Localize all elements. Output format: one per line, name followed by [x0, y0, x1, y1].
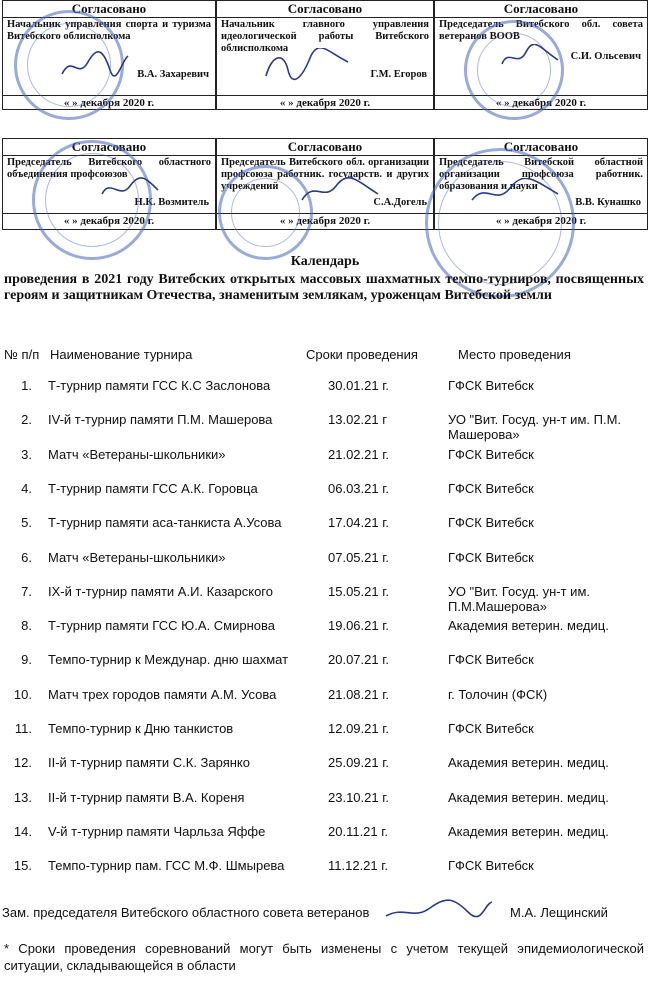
approval-date: « » декабря 2020 г.: [217, 213, 433, 228]
row-num: 13.: [13, 789, 32, 805]
row-name: II-й т-турнир памяти В.А. Кореня: [48, 789, 245, 805]
row-num: 6.: [21, 549, 32, 565]
row-date: 20.07.21 г.: [328, 652, 389, 668]
row-place: ГФСК Витебск: [448, 446, 534, 462]
row-num: 4.: [21, 480, 32, 496]
approval-position: Председатель Витебского обл. организации профсоюза работник. государств. и других учреждений: [221, 157, 429, 192]
table-row: [0, 652, 650, 682]
row-date: 19.06.21 г.: [328, 618, 389, 634]
approval-name: Г.М. Егоров: [370, 69, 427, 80]
row-place: г. Толочин (ФСК): [448, 686, 548, 702]
approval-name: С.А.Догель: [373, 197, 427, 208]
row-date: 15.05.21 г.: [328, 583, 389, 599]
calendar-subtitle: проведения в 2021 году Витебских открытых массовых шахматных темпо-турниров, посвященных героям и защитникам Отечества, знаменитым землякам, уроженцам Витебской земли: [4, 272, 644, 303]
approval-position: Начальник управления спорта и туризма Витебского облисполкома: [7, 19, 211, 42]
row-num: 14.: [13, 823, 32, 839]
official-stamp: [218, 165, 313, 260]
approval-position: Председатель Витебского обл. совета ветеранов ВООВ: [439, 19, 643, 42]
row-num: 1.: [21, 378, 32, 393]
row-place: ГФСК Витебск: [448, 652, 534, 668]
row-place: УО "Вит. Госуд. ун-т им. П.М. Машерова»: [448, 412, 622, 443]
header-date: Сроки проведения: [306, 347, 418, 362]
row-name: Матч трех городов памяти А.М. Усова: [48, 686, 277, 702]
row-name: IX-й т-турнир памяти А.И. Казарского: [48, 583, 273, 599]
signer-name: М.А. Лещинский: [510, 905, 608, 920]
approval-date: « » декабря 2020 г.: [3, 95, 215, 110]
row-name: IV-й т-турнир памяти П.М. Машерова: [48, 412, 273, 428]
row-date: 21.08.21 г.: [328, 686, 389, 702]
signature-icon: [384, 894, 494, 924]
calendar-title: Календарь: [290, 254, 360, 269]
row-date: 20.11.21 г.: [328, 823, 389, 839]
row-date: 23.10.21 г.: [328, 789, 389, 805]
row-num: 15.: [13, 858, 32, 874]
row-date: 30.01.21 г.: [328, 378, 389, 393]
row-date: 25.09.21 г.: [328, 755, 389, 771]
row-name: Т-турнир памяти ГСС А.К. Горовца: [48, 480, 258, 496]
approval-title: Согласовано: [3, 1, 215, 18]
table-row: [0, 687, 650, 717]
row-place: ГФСК Витебск: [448, 480, 534, 496]
approval-title: Согласовано: [217, 139, 433, 156]
row-place: Академия ветерин. медиц.: [448, 823, 609, 839]
header-name: Наименование турнира: [50, 347, 193, 362]
approval-title: Согласовано: [217, 1, 433, 18]
row-num: 12.: [13, 755, 32, 771]
row-date: 07.05.21 г.: [328, 549, 389, 565]
row-num: 5.: [21, 515, 32, 531]
table-row: [0, 755, 650, 785]
row-name: V-й т-турнир памяти Чарльза Яффе: [48, 823, 266, 839]
row-date: 11.12.21 г.: [328, 858, 389, 874]
row-place: УО "Вит. Госуд. ун-т им. П.М.Машерова»: [448, 583, 590, 614]
table-row: [0, 721, 650, 751]
signature-icon: [470, 178, 560, 208]
table-row: [0, 481, 650, 511]
row-date: 06.03.21 г.: [328, 480, 389, 496]
row-place: ГФСК Витебск: [448, 378, 534, 393]
row-date: 13.02.21 г: [328, 412, 387, 428]
row-num: 11.: [14, 721, 32, 736]
approval-position: Начальник главного управления идеологической работы Витебского облисполкома: [221, 19, 429, 54]
approval-name: С.И. Ольсевич: [570, 51, 641, 62]
row-date: 21.02.21 г.: [328, 446, 389, 462]
approval-date: « » декабря 2020 г.: [3, 213, 215, 228]
approval-position: Председатель Витебского областного объединения профсоюзов: [7, 157, 211, 180]
approval-date: « » декабря 2020 г.: [435, 95, 647, 110]
table-row: [0, 824, 650, 854]
table-row: [0, 515, 650, 545]
signature-icon: [300, 176, 380, 206]
header-place: Место проведения: [458, 347, 571, 362]
table-row: [0, 412, 650, 442]
row-name: Т-турнир памяти ГСС К.С Заслонова: [48, 378, 271, 393]
table-row: [0, 790, 650, 820]
row-place: Академия ветерин. медиц.: [448, 618, 609, 634]
row-num: 9.: [21, 652, 32, 668]
approval-date: « » декабря 2020 г.: [435, 213, 647, 228]
row-name: Матч «Ветераны-школьники»: [48, 446, 226, 462]
table-row: [0, 378, 650, 408]
official-stamp: [464, 20, 564, 120]
approval-title: Согласовано: [3, 139, 215, 156]
header-num: № п/п: [4, 347, 40, 362]
row-num: 3.: [21, 446, 32, 462]
signature-icon: [60, 50, 130, 80]
row-date: 12.09.21 г.: [328, 721, 389, 736]
approval-position: Председатель Витебской областной организации профсоюза работник. образования и науки: [439, 157, 643, 192]
row-date: 17.04.21 г.: [328, 515, 389, 531]
row-name: Темпо-турнир к Дню танкистов: [48, 721, 234, 736]
footnote: * Сроки проведения соревнований могут быть изменены с учетом текущей эпидемиологической ситуации, складывающейся в области: [4, 941, 644, 973]
table-row: [0, 447, 650, 477]
row-place: ГФСК Витебск: [448, 858, 534, 874]
row-num: 10.: [13, 686, 32, 702]
row-place: Академия ветерин. медиц.: [448, 755, 609, 771]
approval-name: Н.К. Возмитель: [134, 197, 209, 208]
table-row: [0, 618, 650, 648]
row-place: Академия ветерин. медиц.: [448, 789, 609, 805]
row-name: II-й т-турнир памяти С.К. Зарянко: [48, 755, 250, 771]
row-place: ГФСК Витебск: [448, 549, 534, 565]
table-row: [0, 584, 650, 614]
approval-title: Согласовано: [435, 1, 647, 18]
row-num: 2.: [21, 412, 32, 428]
row-name: Т-турнир памяти аса-танкиста А.Усова: [48, 515, 282, 531]
table-row: [0, 550, 650, 580]
approval-title: Согласовано: [435, 139, 647, 156]
row-num: 7.: [21, 583, 32, 599]
row-num: 8.: [21, 618, 32, 634]
signature-icon: [500, 44, 560, 70]
row-name: Темпо-турнир к Междунар. дню шахмат: [48, 652, 289, 668]
signature-icon: [262, 48, 352, 82]
row-name: Т-турнир памяти ГСС Ю.А. Смирнова: [48, 618, 276, 634]
row-place: ГФСК Витебск: [448, 515, 534, 531]
signer-title: Зам. председателя Витебского областного совета ветеранов: [2, 905, 370, 920]
signature-icon: [100, 176, 160, 202]
table-row: [0, 858, 650, 888]
row-place: ГФСК Витебск: [448, 721, 534, 736]
row-name: Темпо-турнир пам. ГСС М.Ф. Шмырева: [48, 858, 285, 874]
approval-name: В.В. Кунашко: [575, 197, 641, 208]
approval-date: « » декабря 2020 г.: [217, 95, 433, 110]
approval-name: В.А. Захаревич: [137, 69, 209, 80]
row-name: Матч «Ветераны-школьники»: [48, 549, 226, 565]
